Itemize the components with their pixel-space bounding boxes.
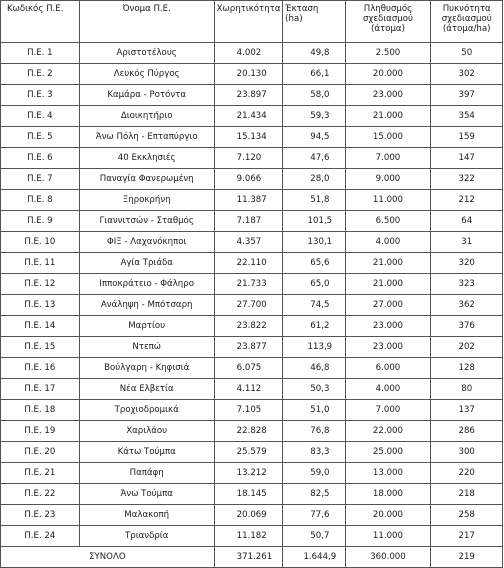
table-row bbox=[1, 295, 503, 316]
header-population-line2: σχεδιασμού bbox=[362, 14, 413, 24]
row-capacity: 6.075 bbox=[214, 358, 283, 379]
row-capacity: 22.828 bbox=[214, 421, 283, 442]
table-row bbox=[1, 358, 503, 379]
row-population: 18.000 bbox=[345, 484, 431, 505]
row-name: Νέα Ελβετία bbox=[79, 379, 214, 400]
row-density: 320 bbox=[431, 253, 503, 274]
row-area: 58,0 bbox=[283, 85, 345, 106]
row-population: 11.000 bbox=[345, 190, 431, 211]
row-population: 2.500 bbox=[345, 43, 431, 64]
row-name: Αριστοτέλους bbox=[79, 43, 214, 64]
row-density: 362 bbox=[431, 295, 503, 316]
row-density: 286 bbox=[431, 421, 503, 442]
row-population: 25.000 bbox=[345, 442, 431, 463]
row-density: 202 bbox=[431, 337, 503, 358]
row-name: Ντεπώ bbox=[79, 337, 214, 358]
row-population: 22.000 bbox=[345, 421, 431, 442]
row-area: 83,3 bbox=[283, 442, 345, 463]
row-capacity: 11.182 bbox=[214, 526, 283, 547]
row-code: Π.Ε. 9 bbox=[1, 211, 80, 232]
row-area: 82,5 bbox=[283, 484, 345, 505]
row-area: 113,9 bbox=[283, 337, 345, 358]
table-body bbox=[1, 43, 503, 547]
header-density bbox=[431, 1, 503, 43]
row-name: Μαλακοπή bbox=[79, 505, 214, 526]
row-area: 65,6 bbox=[283, 253, 345, 274]
row-code: Π.Ε. 6 bbox=[1, 148, 80, 169]
row-population: 21.000 bbox=[345, 253, 431, 274]
table-row bbox=[1, 421, 503, 442]
row-code: Π.Ε. 8 bbox=[1, 190, 80, 211]
table-row bbox=[1, 484, 503, 505]
row-density: 376 bbox=[431, 316, 503, 337]
header-density-line1: Πυκνότητα bbox=[442, 4, 491, 14]
row-density: 218 bbox=[431, 484, 503, 505]
header-name: Όνομα Π.Ε. bbox=[79, 1, 214, 43]
row-density: 31 bbox=[431, 232, 503, 253]
row-code: Π.Ε. 13 bbox=[1, 295, 80, 316]
row-name: Ανάληψη - Μπότσαρη bbox=[79, 295, 214, 316]
row-code: Π.Ε. 7 bbox=[1, 169, 80, 190]
row-name: Γιαννιτσών - Σταθμός bbox=[79, 211, 214, 232]
row-population: 7.000 bbox=[345, 400, 431, 421]
table-row bbox=[1, 526, 503, 547]
row-name: Παναγία Φανερωμένη bbox=[79, 169, 214, 190]
row-population: 23.000 bbox=[345, 316, 431, 337]
table-row bbox=[1, 379, 503, 400]
row-name: Διοικητήριο bbox=[79, 106, 214, 127]
header-area bbox=[283, 1, 345, 43]
row-code: Π.Ε. 11 bbox=[1, 253, 80, 274]
table-row bbox=[1, 43, 503, 64]
total-density: 219 bbox=[431, 547, 503, 568]
row-code: Π.Ε. 22 bbox=[1, 484, 80, 505]
row-population: 23.000 bbox=[345, 337, 431, 358]
row-code: Π.Ε. 16 bbox=[1, 358, 80, 379]
row-density: 64 bbox=[431, 211, 503, 232]
row-name: Αγία Τριάδα bbox=[79, 253, 214, 274]
row-capacity: 23.897 bbox=[214, 85, 283, 106]
row-capacity: 4.357 bbox=[214, 232, 283, 253]
header-capacity: Χωρητικότητα bbox=[214, 1, 283, 43]
header-area-line2: (ha) bbox=[285, 14, 303, 24]
header-row bbox=[1, 1, 503, 43]
row-density: 159 bbox=[431, 127, 503, 148]
row-capacity: 7.105 bbox=[214, 400, 283, 421]
row-population: 15.000 bbox=[345, 127, 431, 148]
row-population: 4.000 bbox=[345, 379, 431, 400]
row-area: 101,5 bbox=[283, 211, 345, 232]
table-row bbox=[1, 211, 503, 232]
row-density: 300 bbox=[431, 442, 503, 463]
row-density: 354 bbox=[431, 106, 503, 127]
row-code: Π.Ε. 15 bbox=[1, 337, 80, 358]
row-population: 6.500 bbox=[345, 211, 431, 232]
row-density: 212 bbox=[431, 190, 503, 211]
row-code: Π.Ε. 23 bbox=[1, 505, 80, 526]
row-population: 21.000 bbox=[345, 106, 431, 127]
row-area: 66,1 bbox=[283, 64, 345, 85]
row-area: 50,3 bbox=[283, 379, 345, 400]
table-row bbox=[1, 274, 503, 295]
row-name: Τροχιοδρομικά bbox=[79, 400, 214, 421]
row-name: Παπάφη bbox=[79, 463, 214, 484]
row-code: Π.Ε. 3 bbox=[1, 85, 80, 106]
row-area: 51,8 bbox=[283, 190, 345, 211]
table-row bbox=[1, 253, 503, 274]
row-area: 77,6 bbox=[283, 505, 345, 526]
row-population: 20.000 bbox=[345, 505, 431, 526]
row-capacity: 4.002 bbox=[214, 43, 283, 64]
total-capacity: 371.261 bbox=[214, 547, 283, 568]
row-population: 13.000 bbox=[345, 463, 431, 484]
row-name: Καμάρα - Ροτόντα bbox=[79, 85, 214, 106]
row-capacity: 11.387 bbox=[214, 190, 283, 211]
total-population: 360.000 bbox=[345, 547, 431, 568]
total-label: ΣΥΝΟΛΟ bbox=[1, 547, 215, 568]
row-density: 258 bbox=[431, 505, 503, 526]
row-name: Χαριλάου bbox=[79, 421, 214, 442]
row-capacity: 22.110 bbox=[214, 253, 283, 274]
row-name: Λευκός Πύργος bbox=[79, 64, 214, 85]
row-capacity: 27.700 bbox=[214, 295, 283, 316]
table-row bbox=[1, 442, 503, 463]
row-area: 28,0 bbox=[283, 169, 345, 190]
row-capacity: 15.134 bbox=[214, 127, 283, 148]
row-code: Π.Ε. 21 bbox=[1, 463, 80, 484]
row-population: 27.000 bbox=[345, 295, 431, 316]
row-name: Ιπποκράτειο - Φάληρο bbox=[79, 274, 214, 295]
table-row bbox=[1, 106, 503, 127]
row-density: 50 bbox=[431, 43, 503, 64]
row-code: Π.Ε. 4 bbox=[1, 106, 80, 127]
row-capacity: 4.112 bbox=[214, 379, 283, 400]
header-population-line3: (άτομα) bbox=[371, 24, 405, 34]
table-row bbox=[1, 127, 503, 148]
row-name: Τριανδρία bbox=[79, 526, 214, 547]
row-population: 6.000 bbox=[345, 358, 431, 379]
row-population: 4.000 bbox=[345, 232, 431, 253]
row-density: 147 bbox=[431, 148, 503, 169]
row-density: 128 bbox=[431, 358, 503, 379]
row-code: Π.Ε. 2 bbox=[1, 64, 80, 85]
header-code: Κωδικός Π.Ε. bbox=[1, 1, 80, 43]
total-row bbox=[1, 547, 503, 568]
row-capacity: 21.733 bbox=[214, 274, 283, 295]
row-population: 20.000 bbox=[345, 64, 431, 85]
row-name: 40 Εκκλησιές bbox=[79, 148, 214, 169]
row-code: Π.Ε. 19 bbox=[1, 421, 80, 442]
header-density-line2: σχεδιασμού bbox=[441, 14, 492, 24]
table-row bbox=[1, 400, 503, 421]
row-code: Π.Ε. 1 bbox=[1, 43, 80, 64]
table-row bbox=[1, 337, 503, 358]
row-code: Π.Ε. 18 bbox=[1, 400, 80, 421]
header-population bbox=[345, 1, 431, 43]
row-capacity: 7.187 bbox=[214, 211, 283, 232]
row-code: Π.Ε. 17 bbox=[1, 379, 80, 400]
row-name: ΦΙΞ - Λαχανόκηποι bbox=[79, 232, 214, 253]
row-area: 59,3 bbox=[283, 106, 345, 127]
row-population: 23.000 bbox=[345, 85, 431, 106]
row-density: 137 bbox=[431, 400, 503, 421]
table-row bbox=[1, 316, 503, 337]
row-area: 46,8 bbox=[283, 358, 345, 379]
row-density: 80 bbox=[431, 379, 503, 400]
row-code: Π.Ε. 20 bbox=[1, 442, 80, 463]
row-capacity: 13.212 bbox=[214, 463, 283, 484]
row-capacity: 9.066 bbox=[214, 169, 283, 190]
row-capacity: 23.822 bbox=[214, 316, 283, 337]
row-capacity: 20.130 bbox=[214, 64, 283, 85]
row-code: Π.Ε. 24 bbox=[1, 526, 80, 547]
row-name: Μαρτίου bbox=[79, 316, 214, 337]
table-row bbox=[1, 463, 503, 484]
total-area: 1.644,9 bbox=[283, 547, 345, 568]
row-capacity: 7.120 bbox=[214, 148, 283, 169]
row-density: 302 bbox=[431, 64, 503, 85]
row-area: 47,6 bbox=[283, 148, 345, 169]
row-density: 323 bbox=[431, 274, 503, 295]
table-row bbox=[1, 190, 503, 211]
row-name: Βούλγαρη - Κηφισιά bbox=[79, 358, 214, 379]
row-capacity: 18.145 bbox=[214, 484, 283, 505]
row-area: 59,0 bbox=[283, 463, 345, 484]
row-code: Π.Ε. 10 bbox=[1, 232, 80, 253]
header-population-line1: Πληθυσμός bbox=[363, 4, 413, 14]
row-area: 49,8 bbox=[283, 43, 345, 64]
table-row bbox=[1, 169, 503, 190]
row-area: 65,0 bbox=[283, 274, 345, 295]
row-density: 322 bbox=[431, 169, 503, 190]
row-area: 51,0 bbox=[283, 400, 345, 421]
header-area-line1: Έκταση bbox=[285, 4, 319, 14]
table-row bbox=[1, 148, 503, 169]
table-row bbox=[1, 85, 503, 106]
row-area: 61,2 bbox=[283, 316, 345, 337]
table-row bbox=[1, 64, 503, 85]
table-row bbox=[1, 232, 503, 253]
row-area: 74,5 bbox=[283, 295, 345, 316]
row-name: Ξηροκρήνη bbox=[79, 190, 214, 211]
row-area: 50,7 bbox=[283, 526, 345, 547]
header-density-line3: (άτομα/ha) bbox=[442, 24, 491, 34]
row-population: 11.000 bbox=[345, 526, 431, 547]
row-name: Άνω Πόλη - Επταπύργιο bbox=[79, 127, 214, 148]
row-code: Π.Ε. 14 bbox=[1, 316, 80, 337]
table-row bbox=[1, 505, 503, 526]
row-code: Π.Ε. 5 bbox=[1, 127, 80, 148]
row-density: 217 bbox=[431, 526, 503, 547]
row-population: 7.000 bbox=[345, 148, 431, 169]
row-population: 9.000 bbox=[345, 169, 431, 190]
row-capacity: 25.579 bbox=[214, 442, 283, 463]
row-density: 397 bbox=[431, 85, 503, 106]
row-area: 94,5 bbox=[283, 127, 345, 148]
row-capacity: 20.069 bbox=[214, 505, 283, 526]
row-capacity: 21.434 bbox=[214, 106, 283, 127]
row-area: 76,8 bbox=[283, 421, 345, 442]
row-capacity: 23.877 bbox=[214, 337, 283, 358]
row-area: 130,1 bbox=[283, 232, 345, 253]
row-name: Κάτω Τούμπα bbox=[79, 442, 214, 463]
row-density: 220 bbox=[431, 463, 503, 484]
row-code: Π.Ε. 12 bbox=[1, 274, 80, 295]
row-population: 21.000 bbox=[345, 274, 431, 295]
row-name: Άνω Τούμπα bbox=[79, 484, 214, 505]
